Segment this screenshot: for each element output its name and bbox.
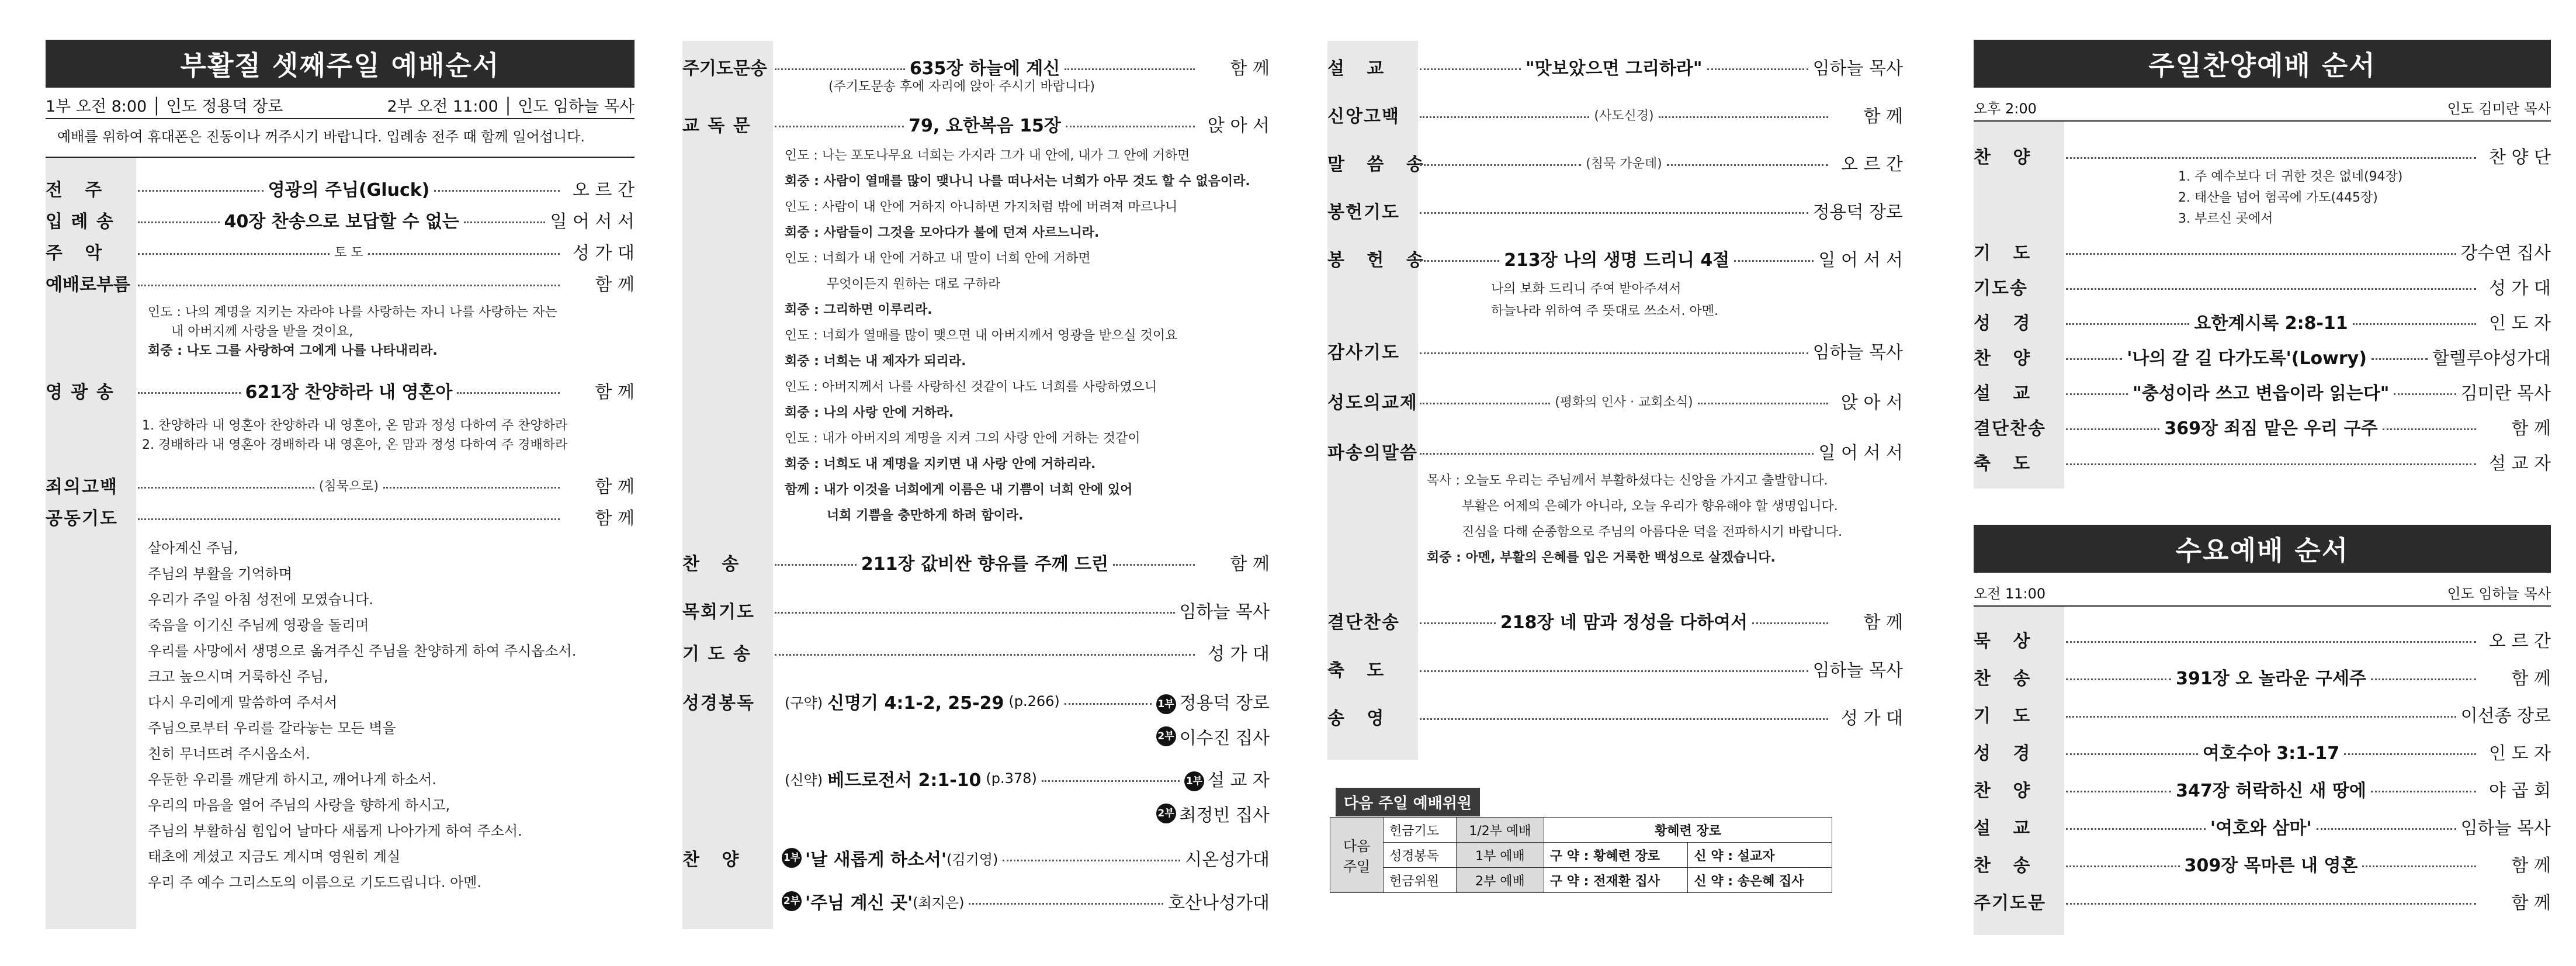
order-item	[1974, 273, 2551, 299]
item-label: 교 독 문	[682, 116, 751, 136]
item-label: 성 경	[1974, 743, 2038, 764]
item-label: 결단찬송	[1327, 612, 1400, 633]
order-item	[1974, 449, 2551, 475]
item-leader: 함 께	[1230, 554, 1270, 574]
order-item	[46, 504, 635, 529]
offering-line: 하늘나라 위하여 주 뜻대로 쓰소서. 아멘.	[1491, 304, 1718, 318]
item-label: 설 교	[1327, 58, 1392, 79]
reading-line: 인도 : 아버지께서 나를 사랑하신 것같이 나도 너희를 사랑하였으니	[785, 380, 1157, 394]
item-label: 찬 송	[682, 554, 747, 574]
item-leader: 이선종 장로	[2460, 706, 2551, 726]
glory-line: 2. 경배하라 내 영혼아 경배하라 내 영혼아, 온 맘과 정성 다하여 주 경배하라	[142, 438, 568, 452]
panel-other-services	[1974, 0, 2551, 966]
wednesday-time: 오전 11:00	[1974, 586, 2046, 602]
reading-line: 회중 : 사람이 열매를 많이 맺나니 나를 떠나서는 너희가 아무 것도 할 수 없음이라.	[785, 174, 1250, 189]
item-leader: 일 어 서 서	[1818, 250, 1903, 271]
order-item	[1974, 238, 2551, 264]
order-item	[1327, 438, 1903, 464]
order-item	[1974, 888, 2551, 914]
item-leader: 설 교 자	[2488, 453, 2551, 474]
nt-reference: 베드로전서 2:1-10	[827, 770, 982, 791]
item-leader: 찬 양 단	[2488, 147, 2551, 168]
item-leader: 함 께	[1863, 612, 1903, 633]
item-leader: 오 르 간	[573, 180, 635, 200]
order-item	[46, 472, 635, 498]
order-item	[46, 238, 635, 264]
item-leader: 할렐루야성가대	[2432, 348, 2551, 369]
offering-line: 나의 보화 드리니 주여 받아주셔서	[1491, 282, 1681, 296]
item-leader: 함 께	[595, 477, 635, 497]
reading-line: 함께 : 내가 이것을 너희에게 이름은 내 기쁨이 너희 안에 있어	[785, 483, 1133, 497]
item-label: 봉헌기도	[1327, 202, 1400, 223]
item-leader: 앉 아 서	[1207, 116, 1270, 136]
item-label: 결단찬송	[1974, 418, 2046, 439]
item-leader: 성 가 대	[2488, 278, 2551, 299]
scripture-ot-row-2: 2부 이수진 집사	[682, 723, 1270, 749]
order-item	[1327, 388, 1903, 414]
item-content: 369장 죄짐 맡은 우리 구주	[2164, 418, 2378, 439]
item-content: '여호와 삼마'	[2210, 818, 2312, 839]
item-content: (사도신경)	[1594, 108, 1654, 123]
item-label: 설 교	[1974, 383, 2038, 404]
item-leader: 함 께	[595, 508, 635, 529]
prayer-line: 친히 무너뜨려 주시옵소서.	[148, 746, 310, 762]
service-1-badge: 1부	[1184, 771, 1204, 791]
item-label: 죄의고백	[46, 477, 118, 497]
item-content: 요한계시록 2:8-11	[2194, 313, 2348, 334]
afternoon-title: 주일찬양예배 순서	[1974, 40, 2551, 88]
item-label: 영 광 송	[46, 382, 115, 403]
anthem-1-choir: 시온성가대	[1185, 850, 1270, 870]
item-label: 예배로부름	[46, 275, 130, 295]
reading-line: 회중 : 그리하면 이루리라.	[785, 303, 932, 317]
afternoon-time: 오후 2:00	[1974, 101, 2037, 117]
reading-line: 너희 기쁨을 충만하게 하려 함이라.	[827, 508, 1024, 523]
reading-line: 인도 : 너희가 열매를 많이 맺으면 내 아버지께서 영광을 받으실 것이요	[785, 328, 1178, 343]
item-leader: 성 가 대	[1207, 644, 1270, 664]
item-label: 축 도	[1974, 453, 2038, 474]
item-leader: 함 께	[2511, 669, 2551, 689]
item-leader: 함 께	[1863, 106, 1903, 127]
item-label: 전 주	[46, 180, 110, 200]
lords-prayer-note: (주기도문송 후에 자리에 앉아 주시기 바랍니다)	[828, 79, 1095, 94]
order-item	[1327, 150, 1903, 175]
order-item	[1974, 344, 2551, 369]
item-label: 기 도	[1974, 243, 2038, 264]
next-week-label: 다음 주일	[1330, 818, 1384, 893]
prayer-line: 우리 주 예수 그리스도의 이름으로 기도드립니다. 아멘.	[148, 874, 482, 891]
item-label: 송 영	[1327, 708, 1392, 729]
prayer-line: 주님의 부활을 기억하며	[148, 566, 293, 582]
order-item	[1974, 776, 2551, 802]
order-item	[1974, 851, 2551, 877]
item-content: 218장 네 맘과 정성을 다하여서	[1500, 612, 1748, 633]
item-content: 621장 찬양하라 내 영혼아	[245, 382, 453, 403]
order-item	[1327, 245, 1903, 271]
item-leader: 임하늘 목사	[1812, 342, 1903, 363]
order-item	[1974, 143, 2551, 168]
item-label: 주기도문	[1974, 893, 2046, 913]
sending-line: 부활은 어제의 은혜가 아니라, 오늘 우리가 향유해야 할 생명입니다.	[1462, 499, 1838, 514]
item-leader: 오 르 간	[2488, 631, 2551, 652]
item-label: 기 도	[1974, 706, 2038, 726]
reading-line: 회중 : 나의 사랑 안에 거하라.	[785, 406, 954, 420]
order-item	[46, 378, 635, 403]
item-label: 축 도	[1327, 660, 1392, 681]
prayer-line: 우리가 주일 아침 성전에 모였습니다.	[148, 591, 373, 608]
wednesday-title: 수요예배 순서	[1974, 525, 2551, 573]
panel-order-continued	[682, 0, 1270, 966]
reading-line: 인도 : 나는 포도나무요 너희는 가지라 그가 내 안에, 내가 그 안에 거하면	[785, 148, 1190, 163]
item-leader: 강수연 집사	[2460, 243, 2551, 264]
anthem-row-1: 찬 양 1부 '날 새롭게 하소서' (김기영) 시온성가대	[682, 845, 1270, 871]
item-leader: 일 어 서 서	[1818, 443, 1903, 463]
order-item	[1974, 309, 2551, 334]
service-info	[46, 94, 635, 116]
item-leader: 인 도 자	[2489, 313, 2551, 334]
prayer-line: 죽음을 이기신 주님께 영광을 돌리며	[148, 617, 369, 633]
call-line: 내 아버지께 사랑을 받을 것이요,	[171, 324, 353, 339]
scripture-ot-row: 성경봉독 (구약) 신명기 4:1-2, 25-29 (p.266) 1부 정용덕 장로	[682, 688, 1270, 714]
item-leader: 임하늘 목사	[1179, 602, 1270, 622]
service-2-info: 2부 오전 11:00 │ 인도 임하늘 목사	[387, 98, 635, 116]
item-content: 309장 목마른 내 영혼	[2184, 856, 2358, 876]
call-line: 회중 : 나도 그를 사랑하여 그에게 나를 나타내리라.	[148, 344, 438, 358]
order-item	[1327, 656, 1903, 681]
item-content: (침묵 가운데)	[1586, 156, 1662, 171]
service-1-badge: 1부	[1156, 694, 1176, 714]
reading-line: 회중 : 너희도 내 계명을 지키면 내 사랑 안에 거하리라.	[785, 457, 1096, 472]
prayer-line: 다시 우리에게 말씀하여 주셔서	[148, 694, 338, 711]
order-item	[46, 207, 635, 233]
prayer-line: 주님의 부활하심 힘입어 날마다 새롭게 나아가게 하여 주소서.	[148, 823, 522, 839]
song-line: 3. 부르신 곳에서	[2178, 212, 2273, 226]
order-item	[682, 111, 1270, 137]
item-leader: 임하늘 목사	[1812, 660, 1903, 681]
order-item	[682, 597, 1270, 623]
item-label: 신앙고백	[1327, 106, 1400, 127]
item-label: 찬 양	[1974, 147, 2038, 168]
item-label: 성경봉독	[682, 693, 755, 714]
song-line: 1. 주 예수보다 더 귀한 것은 없네(94장)	[2178, 169, 2403, 184]
order-item	[46, 270, 635, 296]
prayer-line: 주님으로부터 우리를 갈라놓는 모든 벽을	[148, 720, 396, 736]
item-content: (평화의 인사 · 교회소식)	[1555, 394, 1693, 410]
order-item	[682, 54, 1270, 79]
item-content: 391장 오 놀라운 구세주	[2176, 669, 2366, 689]
ot-reference: 신명기 4:1-2, 25-29	[827, 693, 1004, 714]
panel-order-end	[1327, 0, 1903, 966]
item-label: 성도의교제	[1327, 393, 1418, 413]
item-label: 묵 상	[1974, 631, 2038, 652]
order-item	[1974, 379, 2551, 404]
reading-line: 회중 : 사람들이 그것을 모아다가 불에 던져 사르느니라.	[785, 226, 1100, 240]
item-leader: 성 가 대	[1840, 708, 1903, 729]
prayer-line: 태초에 계셨고 지금도 계시며 영원히 계실	[148, 849, 401, 865]
item-content: 79, 요한복음 15장	[909, 116, 1061, 136]
anthem-2-choir: 호산나성가대	[1168, 893, 1270, 913]
order-item	[1327, 608, 1903, 633]
item-label: 주 악	[46, 243, 110, 264]
order-item	[46, 175, 635, 201]
worship-notice: 예배를 위하여 휴대폰은 진동이나 꺼주시기 바랍니다. 입례송 전주 때 함께 일어섭니다.	[57, 129, 585, 145]
item-label: 기도송	[1974, 278, 2028, 299]
prayer-line: 우리의 마음을 열어 주님의 사랑을 향하게 하시고,	[148, 797, 450, 813]
item-label: 설 교	[1974, 818, 2038, 839]
item-content: 635장 하늘에 계신	[909, 58, 1060, 79]
panel-sunday-order	[46, 0, 635, 966]
reading-line: 무엇이든지 원하는 대로 구하라	[827, 277, 1001, 292]
service-2-badge: 2부	[1156, 804, 1176, 823]
order-item	[682, 639, 1270, 665]
prayer-line: 우리를 사망에서 생명으로 옮겨주신 주님을 찬양하게 하여 주시옵소서.	[148, 643, 577, 659]
page-title: 부활절 셋째주일 예배순서	[46, 40, 635, 88]
item-label: 기 도 송	[682, 644, 751, 664]
next-week-tag: 다음 주일 예배위원	[1336, 788, 1480, 816]
item-leader: 야 곱 회	[2489, 781, 2551, 801]
item-label: 주기도문송	[682, 58, 767, 79]
item-content: (침묵으로)	[318, 479, 379, 494]
item-content: "충성이라 쓰고 변읍이라 읽는다"	[2133, 383, 2390, 404]
reading-line: 인도 : 너희가 내 안에 거하고 내 말이 너희 안에 거하면	[785, 251, 1091, 266]
order-item	[1974, 414, 2551, 439]
order-item	[1974, 626, 2551, 652]
scripture-nt-row-2: 2부 최정빈 집사	[682, 801, 1270, 826]
item-label: 찬 송	[1974, 669, 2038, 689]
item-label: 찬 송	[1974, 856, 2038, 876]
item-leader: 함 께	[595, 275, 635, 295]
item-content: 영광의 주님(Gluck)	[268, 180, 430, 200]
item-leader: 임하늘 목사	[2460, 818, 2551, 839]
item-label: 목회기도	[682, 602, 755, 622]
prayer-line: 우둔한 우리를 깨닫게 하시고, 깨어나게 하소서.	[148, 771, 436, 788]
item-leader: 일 어 서 서	[550, 212, 635, 232]
item-content: '나의 갈 길 다가도록'(Lowry)	[2127, 348, 2367, 369]
order-item	[1974, 813, 2551, 839]
order-item	[1327, 54, 1903, 79]
item-content: 347장 허락하신 새 땅에	[2176, 781, 2366, 801]
item-content: 토 도	[334, 245, 363, 260]
item-leader: 임하늘 목사	[1812, 58, 1903, 79]
label-column-shade	[682, 41, 773, 929]
item-leader: 성 가 대	[572, 243, 635, 264]
item-leader: 함 께	[2511, 856, 2551, 876]
item-content: 213장 나의 생명 드리니 4절	[1504, 250, 1730, 271]
next-week-schedule: 다음 주일 헌금기도 1/2부 예배 황혜련 장로 성경봉독 1부 예배 구 약 : 황혜련 장로 신 약 : 설교자 헌금위원 2부 예배 구 약 : 전재환 집사 신 약 : 송은혜 집사	[1330, 817, 1832, 893]
service-1-info: 1부 오전 8:00 │ 인도 정용덕 장로	[46, 98, 283, 116]
item-leader: 오 르 간	[1841, 154, 1904, 175]
item-leader: 김미란 목사	[2460, 383, 2551, 404]
reading-line: 회중 : 너희는 내 제자가 되리라.	[785, 354, 966, 369]
order-item	[1974, 664, 2551, 690]
item-leader: 함 께	[2511, 418, 2551, 439]
item-label: 찬 양	[1974, 781, 2038, 801]
anthem-2-title: '주님 계신 곳'	[805, 893, 913, 913]
item-label: 말 씀 송	[1327, 154, 1431, 175]
scripture-nt-row: (신약) 베드로전서 2:1-10 (p.378) 1부 설 교 자	[682, 766, 1270, 791]
item-leader: 함 께	[2511, 893, 2551, 913]
item-label: 봉 헌 송	[1327, 250, 1431, 271]
glory-line: 1. 찬양하라 내 영혼아 찬양하라 내 영혼아, 온 맘과 정성 다하여 주 찬양하라	[142, 418, 568, 433]
item-label: 공동기도	[46, 508, 118, 529]
reading-line: 인도 : 내가 아버지의 계명을 지켜 그의 사랑 안에 거하는 것같이	[785, 431, 1140, 446]
item-leader: 함 께	[1230, 58, 1270, 79]
order-item	[1974, 701, 2551, 727]
prayer-line: 살아계신 주님,	[148, 540, 238, 556]
item-label: 찬 양	[682, 850, 747, 870]
item-label: 파송의말씀	[1327, 443, 1418, 463]
call-line: 인도 : 나의 계명을 지키는 자라야 나를 사랑하는 자니 나를 사랑하는 자는	[148, 305, 557, 320]
item-label: 찬 양	[1974, 348, 2038, 369]
item-label: 감사기도	[1327, 342, 1400, 363]
reading-line: 인도 : 사람이 내 안에 거하지 아니하면 가지처럼 밖에 버려져 마르나니	[785, 200, 1178, 214]
divider	[46, 118, 635, 119]
item-content: 40장 찬송으로 보답할 수 없는	[224, 212, 459, 232]
item-leader: 함 께	[595, 382, 635, 403]
order-item	[1327, 102, 1903, 127]
order-item	[682, 549, 1270, 575]
sending-line: 목사 : 오늘도 우리는 주님께서 부활하셨다는 신앙을 가지고 출발합니다.	[1427, 473, 1828, 488]
sending-line: 회중 : 아멘, 부활의 은혜를 입은 거룩한 백성으로 살겠습니다.	[1427, 550, 1776, 565]
service-2-badge: 2부	[1156, 726, 1176, 746]
order-item	[1974, 739, 2551, 764]
item-label: 성 경	[1974, 313, 2038, 334]
afternoon-leader: 인도 김미란 목사	[2447, 101, 2551, 117]
wednesday-leader: 인도 임하늘 목사	[2447, 586, 2551, 602]
item-content: 여호수아 3:1-17	[2202, 743, 2340, 764]
order-item	[1327, 704, 1903, 729]
order-item	[1327, 338, 1903, 363]
item-label: 입 례 송	[46, 212, 115, 232]
item-leader: 정용덕 장로	[1812, 202, 1903, 223]
song-line: 2. 태산을 넘어 험곡에 가도(445장)	[2178, 191, 2378, 205]
item-leader: 앉 아 서	[1841, 393, 1904, 413]
item-content: "맛보았으면 그리하라"	[1526, 58, 1703, 79]
sending-line: 진심을 다해 순종함으로 주님의 아름다운 덕을 전파하시기 바랍니다.	[1462, 525, 1843, 539]
item-leader: 인 도 자	[2488, 743, 2551, 764]
anthem-1-title: '날 새롭게 하소서'	[805, 850, 947, 870]
anthem-row-2: 2부 '주님 계신 곳' (최지은) 호산나성가대	[682, 888, 1270, 914]
prayer-line: 크고 높으시며 거룩하신 주님,	[148, 669, 328, 685]
order-item	[1327, 198, 1903, 223]
item-content: 211장 값비싼 향유를 주께 드린	[861, 554, 1109, 574]
